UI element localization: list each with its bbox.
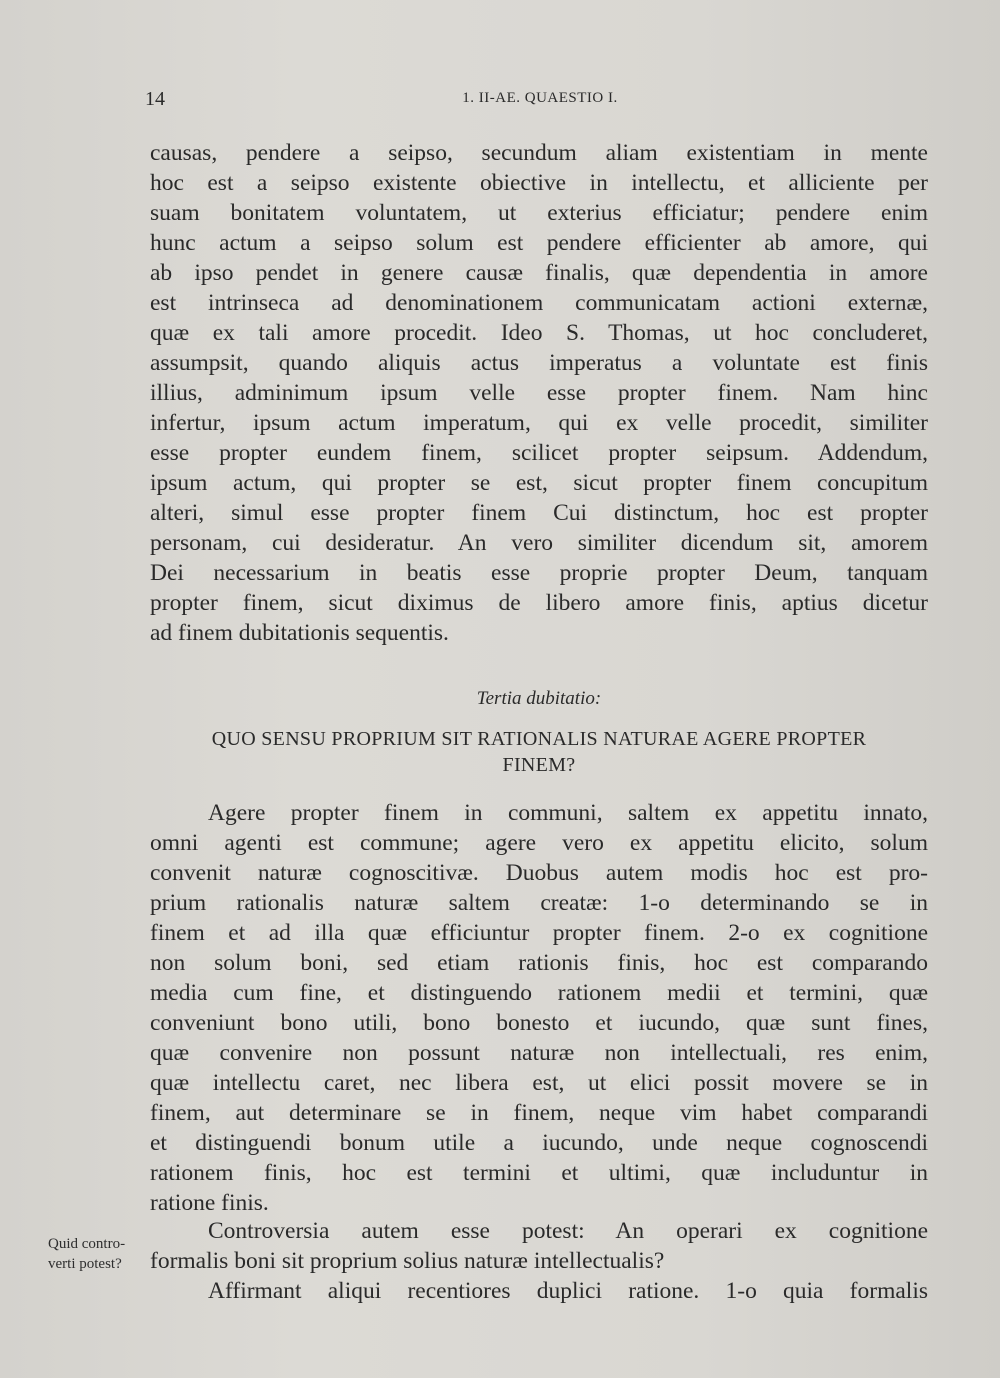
text-line: media cum fine, et distinguendo rationem medii et termini, quæ xyxy=(150,980,928,1006)
text-line: Dei necessarium in beatis esse proprie propter Deum, tanquam xyxy=(150,560,928,586)
text-line: assumpsit, quando aliquis actus imperatus a voluntate est finis xyxy=(150,350,928,376)
text-line: non solum boni, sed etiam rationis finis, hoc est comparando xyxy=(150,950,928,976)
text-line: esse propter eundem finem, scilicet propter seipsum. Addendum, xyxy=(150,440,928,466)
text-line: convenit naturæ cognoscitivæ. Duobus autem modis hoc est pro- xyxy=(150,860,928,886)
page-number: 14 xyxy=(145,88,165,110)
running-title: 1. II-AE. QUAESTIO I. xyxy=(462,90,618,106)
text-line: prium rationalis naturæ saltem creatæ: 1-o determinando se in xyxy=(150,890,928,916)
text-line: omni agenti est commune; agere vero ex appetitu elicito, solum xyxy=(150,830,928,856)
text-line: infertur, ipsum actum imperatum, qui ex velle procedit, similiter xyxy=(150,410,928,436)
text-line: quæ ex tali amore procedit. Ideo S. Thomas, ut hoc concluderet, xyxy=(150,320,928,346)
text-line: alteri, simul esse propter finem Cui distinctum, hoc est propter xyxy=(150,500,928,526)
text-line: quæ convenire non possunt naturæ non intellectuali, res enim, xyxy=(150,1040,928,1066)
text-line: Affirmant aliqui recentiores duplici ratione. 1-o quia formalis xyxy=(208,1278,928,1304)
paragraph-1 xyxy=(150,138,928,648)
text-line: ad finem dubitationis sequentis. xyxy=(150,620,449,646)
text-line: suam bonitatem voluntatem, ut exterius efficiatur; pendere enim xyxy=(150,200,928,226)
margin-note-line-2: verti potest? xyxy=(48,1256,122,1272)
paragraph-3 xyxy=(150,1216,928,1276)
text-line: formalis boni sit proprium solius naturæ intellectualis? xyxy=(150,1248,665,1274)
text-line: quæ intellectu caret, nec libera est, ut elici possit movere se in xyxy=(150,1070,928,1096)
text-line: hunc actum a seipso solum est pendere efficienter ab amore, qui xyxy=(150,230,928,256)
section-question-line-1: QUO SENSU PROPRIUM SIT RATIONALIS NATURAE AGERE PROPTER xyxy=(211,728,867,750)
text-line: illius, adminimum ipsum velle esse propter finem. Nam hinc xyxy=(150,380,928,406)
text-line: propter finem, sicut diximus de libero amore finis, aptius dicetur xyxy=(150,590,928,616)
text-line: causas, pendere a seipso, secundum aliam existentiam in mente xyxy=(150,140,928,166)
text-line: est intrinseca ad denominationem communicatam actioni externæ, xyxy=(150,290,928,316)
text-line: conveniunt bono utili, bono bonesto et iucundo, quæ sunt fines, xyxy=(150,1010,928,1036)
text-line: Controversia autem esse potest: An operari ex cognitione xyxy=(208,1218,928,1244)
section-label: Tertia dubitatio: xyxy=(476,688,602,709)
text-line: finem, aut determinare se in finem, neque vim habet comparandi xyxy=(150,1100,928,1126)
running-head xyxy=(145,88,935,112)
text-line: ab ipso pendet in genere causæ finalis, quæ dependentia in amore xyxy=(150,260,928,286)
text-line: hoc est a seipso existente obiective in intellectu, et alliciente per xyxy=(150,170,928,196)
text-line: finem et ad illa quæ efficiuntur propter finem. 2-o ex cognitione xyxy=(150,920,928,946)
text-line: Agere propter finem in communi, saltem ex appetitu innato, xyxy=(208,800,928,826)
margin-note-line-1: Quid contro- xyxy=(48,1236,126,1252)
paragraph-2 xyxy=(150,798,928,1218)
margin-note xyxy=(48,1234,158,1274)
paragraph-4 xyxy=(150,1276,928,1306)
text-line: personam, cui desideratur. An vero similiter dicendum sit, amorem xyxy=(150,530,928,556)
text-line: ratione finis. xyxy=(150,1190,269,1216)
section-question-line-2: FINEM? xyxy=(502,754,576,776)
text-line: rationem finis, hoc est termini et ultimi, quæ includuntur in xyxy=(150,1160,928,1186)
text-line: et distinguendi bonum utile a iucundo, unde neque cognoscendi xyxy=(150,1130,928,1156)
text-line: ipsum actum, qui propter se est, sicut propter finem concupitum xyxy=(150,470,928,496)
